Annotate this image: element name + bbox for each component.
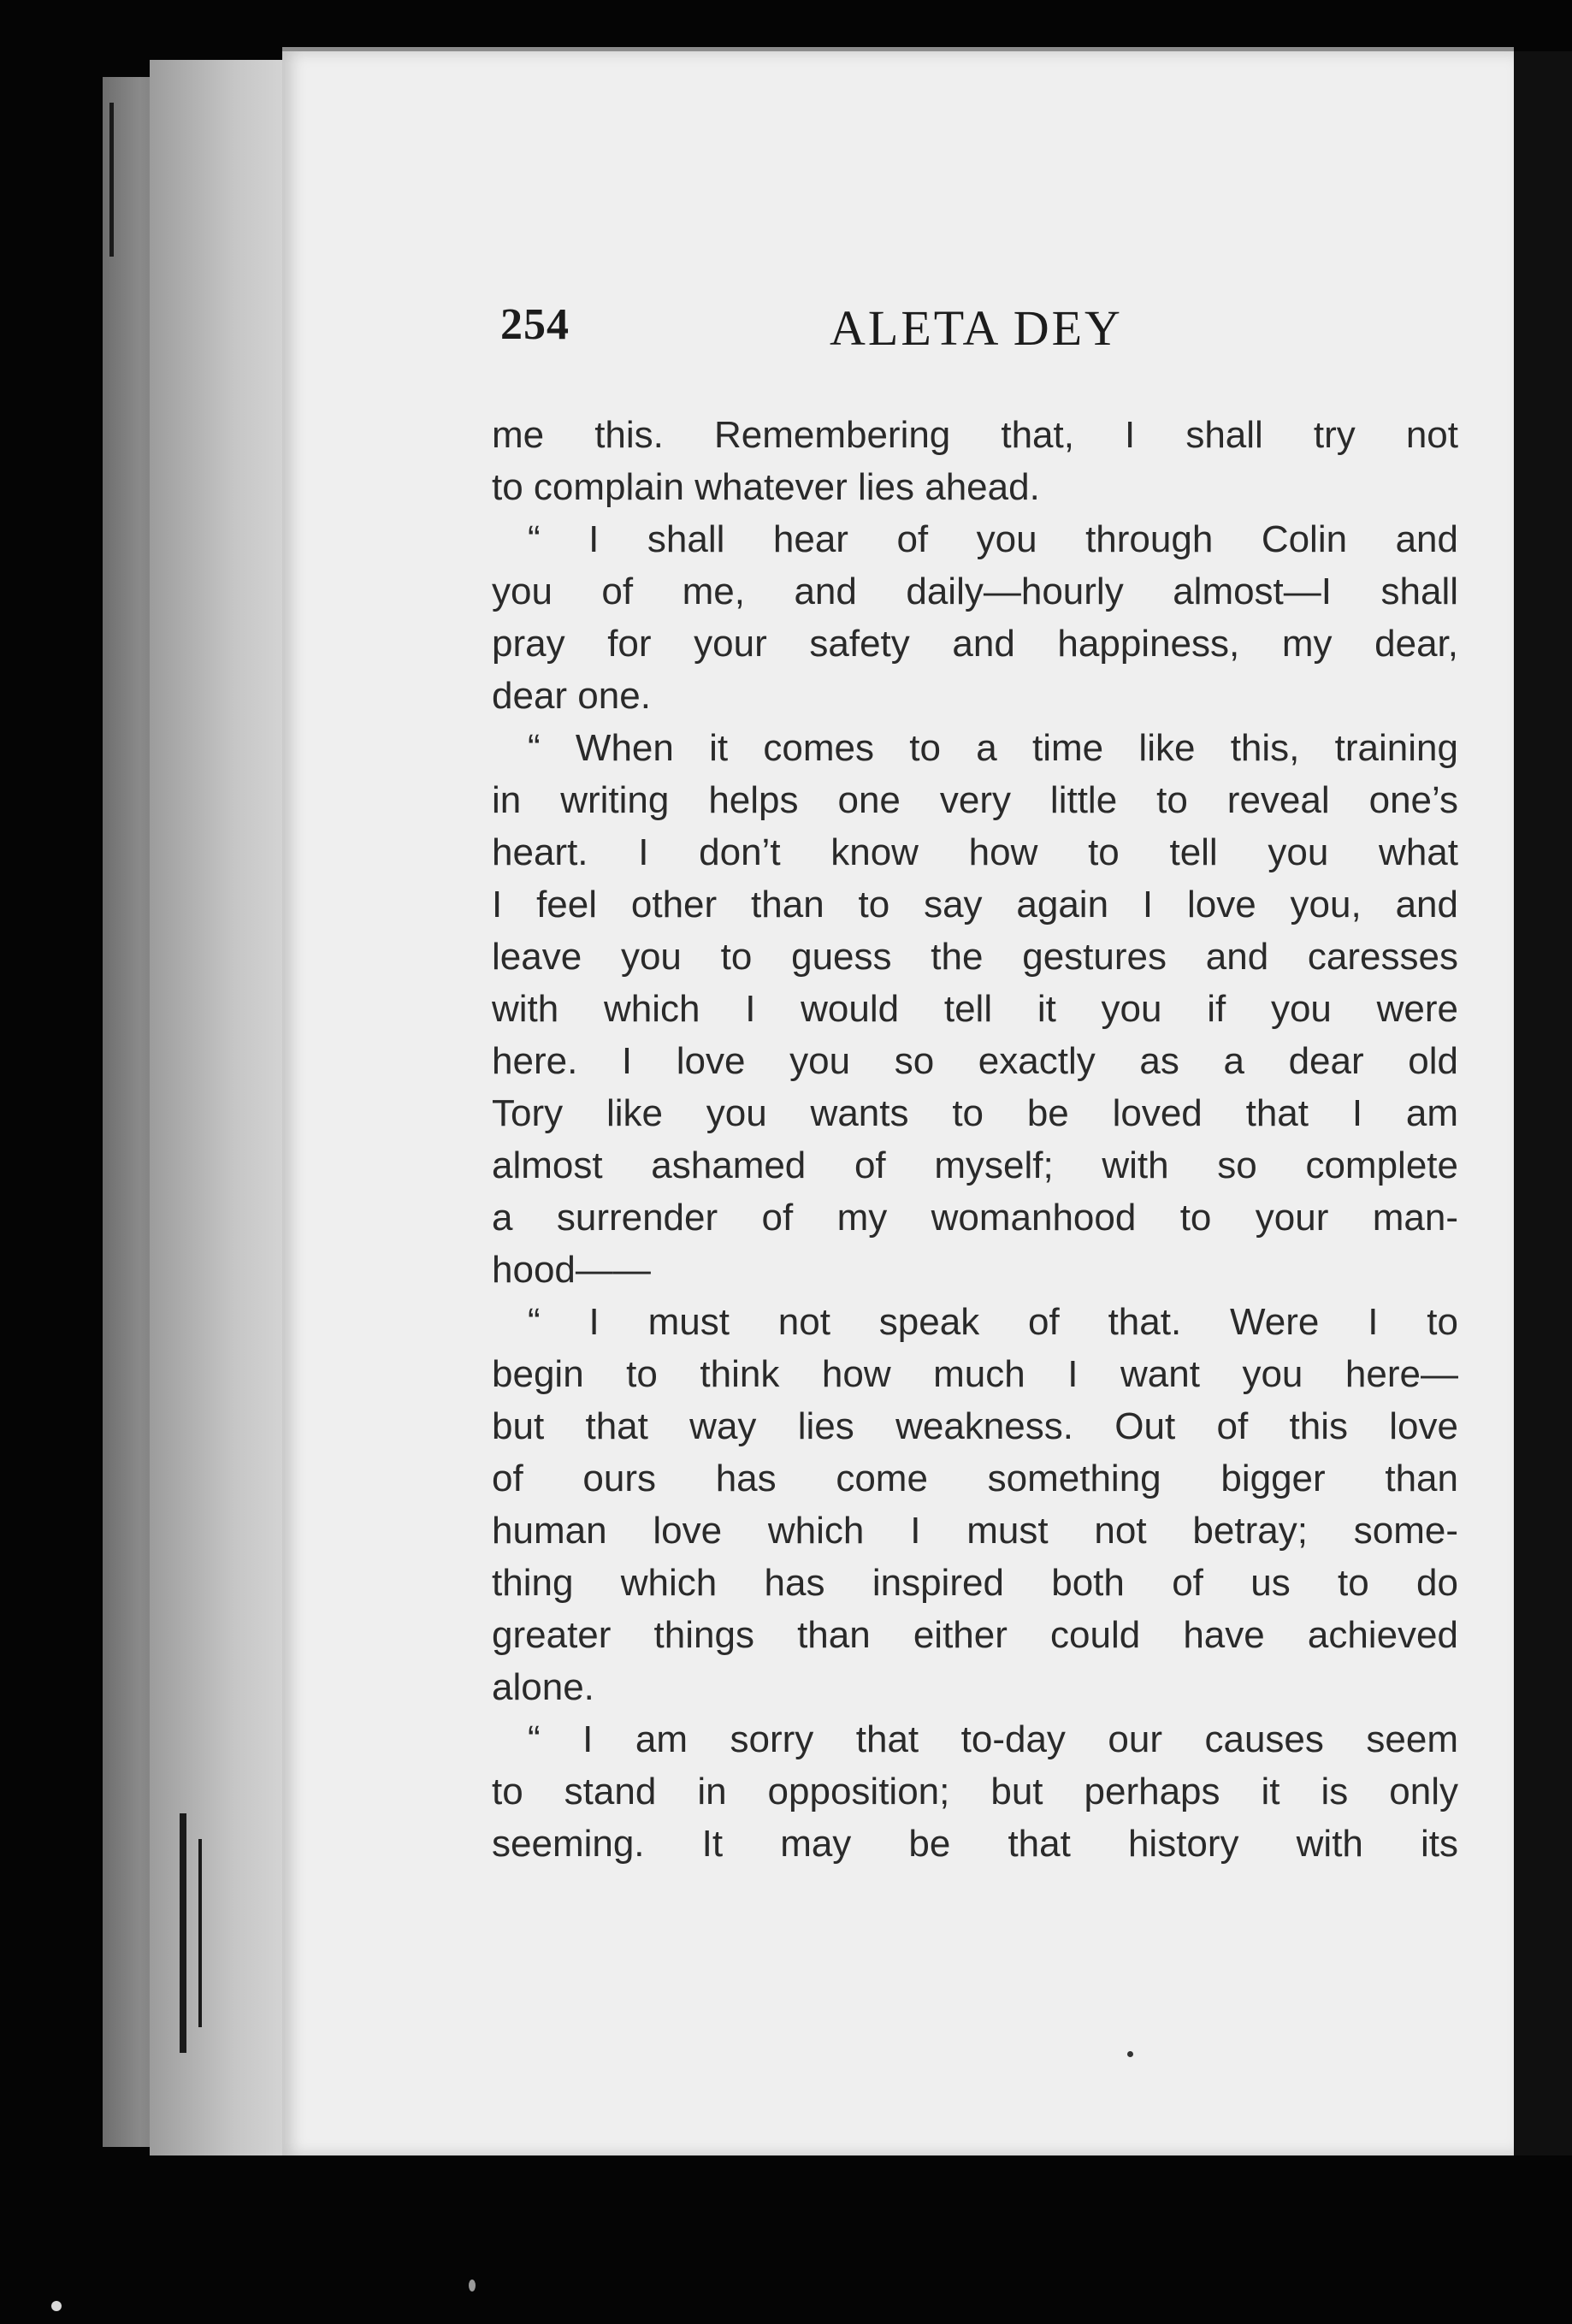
text-line: almost ashamed of myself; with so complete <box>492 1144 1458 1186</box>
text-line: seeming. It may be that history with its <box>492 1823 1458 1865</box>
text-line: pray for your safety and happiness, my dear, <box>492 623 1458 665</box>
right-shadow <box>1514 51 1572 2155</box>
text-line: “ When it comes to a time like this, training <box>528 727 1458 769</box>
running-head: ALETA DEY <box>830 300 1123 356</box>
text-line: in writing helps one very little to reveal one’s <box>492 779 1458 821</box>
binding-mark <box>109 103 114 257</box>
text-line: to stand in opposition; but perhaps it is only <box>492 1771 1458 1812</box>
text-line: here. I love you so exactly as a dear old <box>492 1040 1458 1082</box>
text-line: thing which has inspired both of us to do <box>492 1562 1458 1604</box>
text-line: Tory like you wants to be loved that I am <box>492 1092 1458 1134</box>
body-text <box>492 409 1458 1870</box>
text-line: human love which I must not betray; some- <box>492 1510 1458 1552</box>
text-line: you of me, and daily—hourly almost—I shall <box>492 571 1458 612</box>
text-line: hood—— <box>492 1249 651 1291</box>
binding-mark <box>180 1813 186 2053</box>
text-line: a surrender of my womanhood to your man- <box>492 1197 1458 1239</box>
text-line: alone. <box>492 1666 594 1708</box>
text-line: of ours has come something bigger than <box>492 1458 1458 1499</box>
dust-speck <box>469 2280 476 2291</box>
page-number: 254 <box>500 300 570 349</box>
binding-mark <box>198 1839 202 2027</box>
page-header <box>500 299 1484 368</box>
text-line: begin to think how much I want you here— <box>492 1353 1458 1395</box>
text-line: leave you to guess the gestures and caresses <box>492 936 1458 978</box>
text-line: dear one. <box>492 675 651 717</box>
dust-speck <box>1127 2051 1133 2057</box>
text-line: “ I shall hear of you through Colin and <box>528 518 1458 560</box>
text-line: me this. Remembering that, I shall try not <box>492 414 1458 456</box>
text-line: but that way lies weakness. Out of this love <box>492 1405 1458 1447</box>
text-line: with which I would tell it you if you were <box>492 988 1458 1030</box>
text-line: “ I must not speak of that. Were I to <box>528 1301 1458 1343</box>
text-line: to complain whatever lies ahead. <box>492 466 1040 508</box>
text-line: “ I am sorry that to-day our causes seem <box>528 1718 1458 1760</box>
dust-speck <box>51 2301 62 2311</box>
text-line: heart. I don’t know how to tell you what <box>492 831 1458 873</box>
text-line: I feel other than to say again I love you, and <box>492 884 1458 925</box>
text-line: greater things than either could have achieved <box>492 1614 1458 1656</box>
